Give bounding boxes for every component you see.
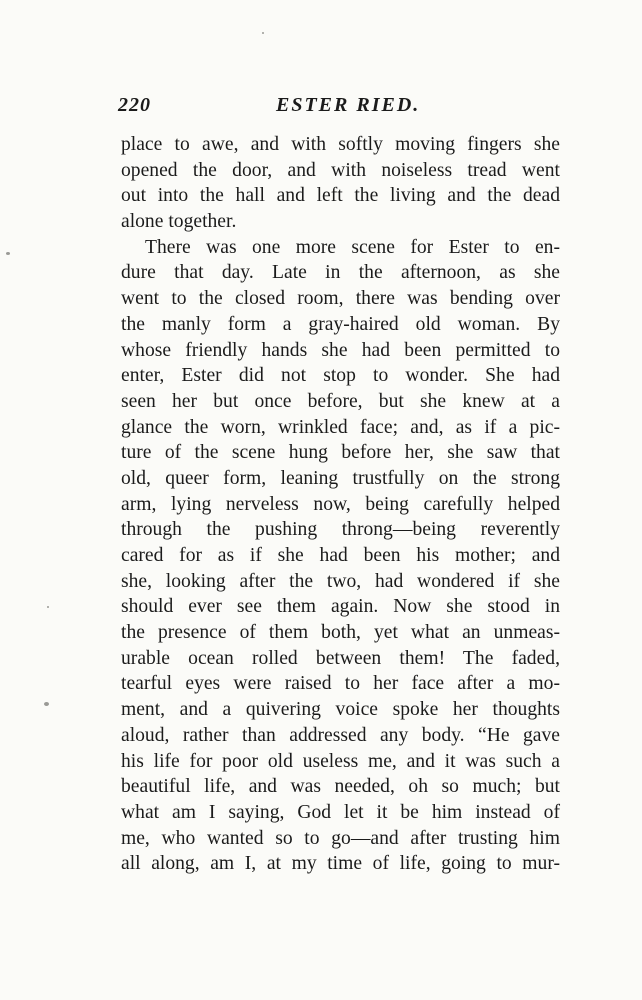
margin-speck <box>47 606 49 608</box>
text-line: what am I saying, God let it be him instead of <box>121 801 560 823</box>
text-line: me, who wanted so to go—and after trusting him <box>121 827 560 849</box>
text-line: through the pushing throng—being reverently <box>121 519 560 541</box>
paragraph-start-line: There was one more scene for Ester to en- <box>145 236 560 258</box>
text-line: beautiful life, and was needed, oh so much; but <box>121 776 560 798</box>
body-text <box>121 132 560 877</box>
margin-speck <box>44 702 49 706</box>
text-line: his life for poor old useless me, and it was such a <box>121 750 560 772</box>
text-line: the presence of them both, yet what an unmeas- <box>121 622 560 644</box>
text-line: the manly form a gray-haired old woman. By <box>121 313 560 335</box>
text-line: all along, am I, at my time of life, going to mur- <box>121 853 560 875</box>
text-line: old, queer form, leaning trustfully on the strong <box>121 467 560 489</box>
text-line: she, looking after the two, had wondered if she <box>121 570 560 592</box>
text-line: seen her but once before, but she knew at a <box>121 390 560 412</box>
text-line: urable ocean rolled between them! The faded, <box>121 647 560 669</box>
text-line: tearful eyes were raised to her face after a mo- <box>121 673 560 695</box>
page-number: 220 <box>118 94 151 116</box>
text-line: cared for as if she had been his mother; and <box>121 545 560 566</box>
paragraph-end-line: alone together. <box>121 211 237 233</box>
text-line: aloud, rather than addressed any body. “He gave <box>121 724 560 746</box>
text-line: should ever see them again. Now she stood in <box>121 596 560 618</box>
text-line: enter, Ester did not stop to wonder. She had <box>121 365 560 387</box>
text-line: opened the door, and with noiseless tread went <box>121 159 560 181</box>
text-line: place to awe, and with softly moving fingers she <box>121 134 560 155</box>
text-line: ture of the scene hung before her, she saw that <box>121 442 560 464</box>
margin-speck <box>262 32 264 34</box>
book-title: ESTER RIED. <box>276 94 421 116</box>
text-line: out into the hall and left the living and the dead <box>121 185 560 207</box>
margin-speck <box>6 252 10 255</box>
text-line: arm, lying nerveless now, being carefully helped <box>121 493 560 515</box>
text-line: glance the worn, wrinkled face; and, as if a pic- <box>121 416 560 438</box>
text-line: ment, and a quivering voice spoke her thoughts <box>121 699 560 721</box>
text-line: went to the closed room, there was bending over <box>121 288 560 310</box>
running-head <box>118 94 558 118</box>
text-line: dure that day. Late in the afternoon, as she <box>121 262 560 284</box>
text-line: whose friendly hands she had been permitted to <box>121 339 560 361</box>
